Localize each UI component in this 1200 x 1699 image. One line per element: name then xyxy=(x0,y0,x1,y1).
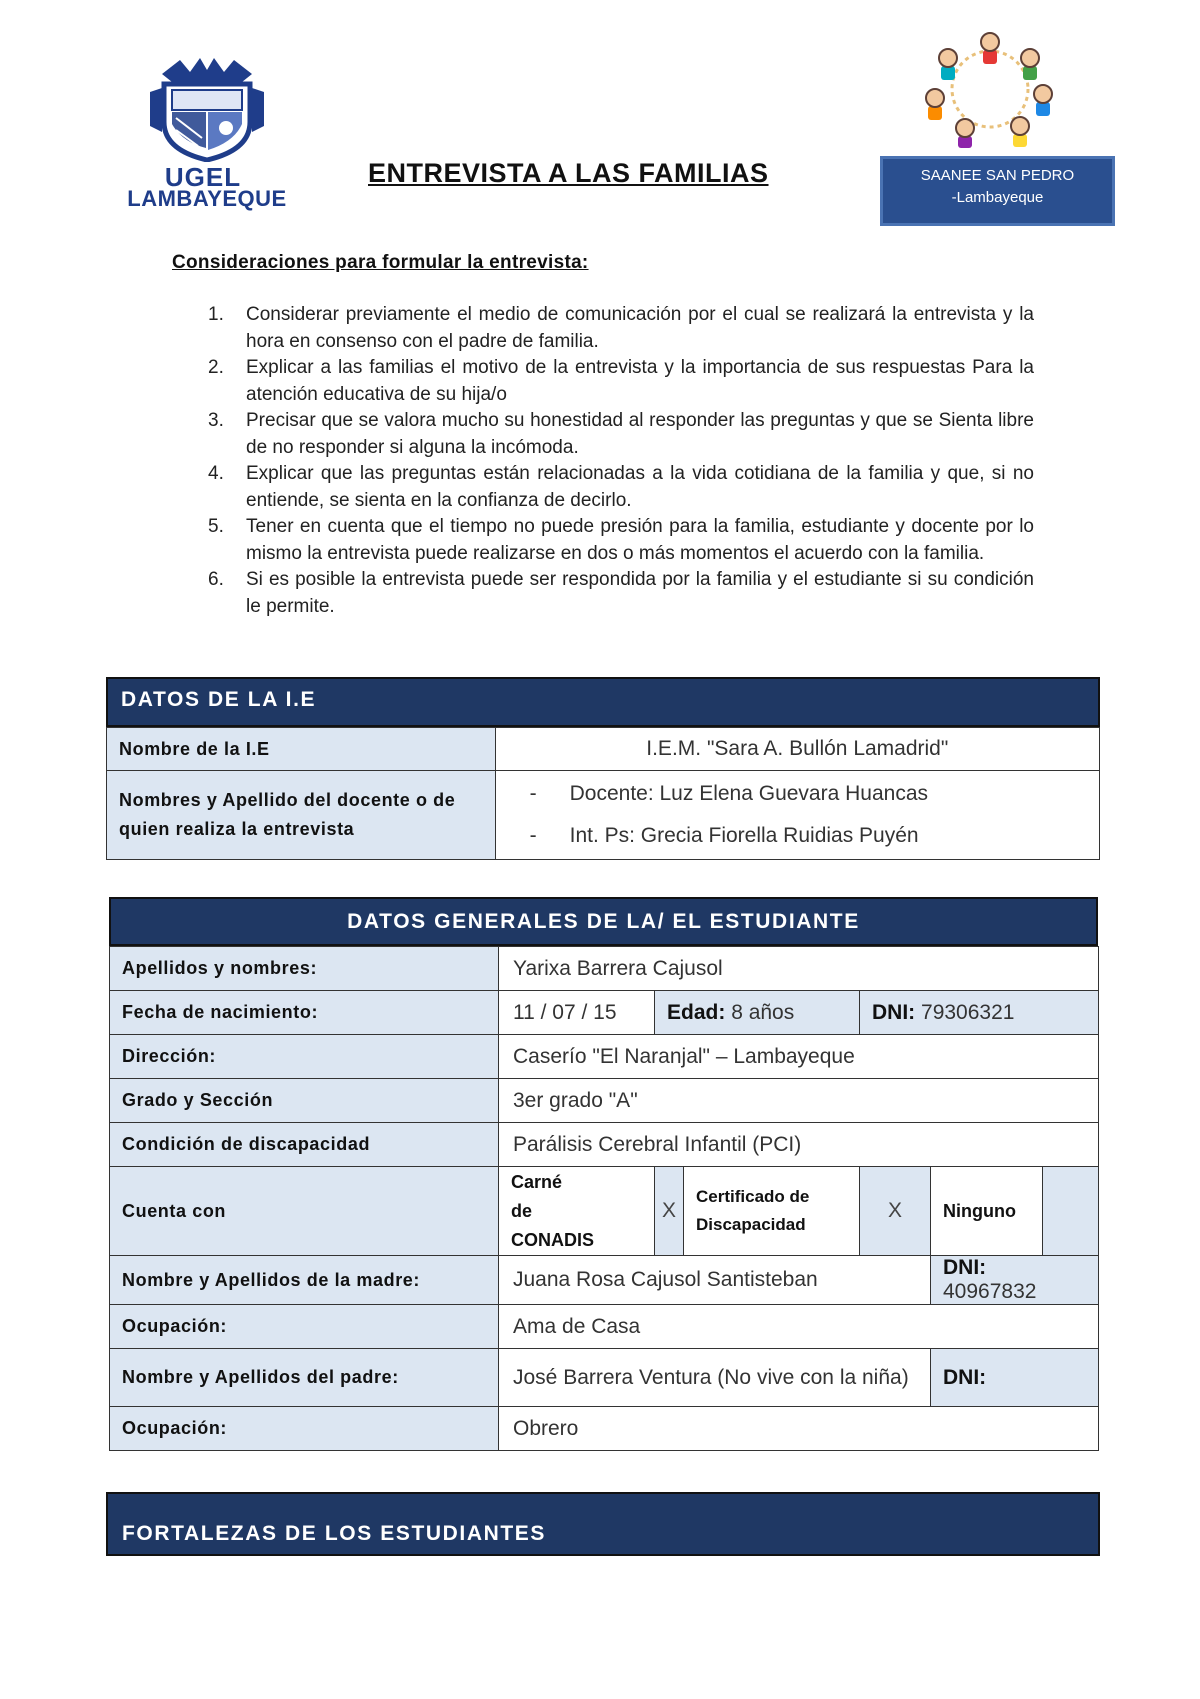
mother-occupation-label: Ocupación: xyxy=(110,1305,499,1349)
list-number: 3. xyxy=(208,410,224,431)
father-name-value: José Barrera Ventura (No vive con la niña) xyxy=(499,1349,931,1407)
children-circle-illustration xyxy=(915,28,1065,150)
logo-text-ugel: UGEL xyxy=(164,162,242,192)
ugel-logo xyxy=(112,52,302,212)
considerations-title: Consideraciones para formular la entrevista: xyxy=(172,252,589,273)
list-text: Si es posible la entrevista puede ser respondida por la familia y el estudiante si su condición le permite. xyxy=(246,569,1034,617)
mother-name-label: Nombre y Apellidos de la madre: xyxy=(110,1256,499,1305)
list-number: 4. xyxy=(208,463,224,484)
certificate-label xyxy=(684,1167,860,1256)
considerations-list xyxy=(200,302,1034,620)
certificate-line1: Certificado de xyxy=(696,1187,810,1206)
staff-psychologist: Int. Ps: Grecia Fiorella Ruidias Puyén xyxy=(569,824,919,847)
table-row xyxy=(107,771,1100,860)
certificate-checkbox[interactable]: X xyxy=(860,1167,931,1256)
father-dni-cell xyxy=(931,1349,1099,1407)
birth-date-value: 11 / 07 / 15 xyxy=(499,991,655,1035)
mother-name-value: Juana Rosa Cajusol Santisteban xyxy=(499,1256,931,1305)
conadis-label xyxy=(499,1167,655,1256)
dni-label: DNI: xyxy=(872,1000,916,1024)
certificate-line2: Discapacidad xyxy=(696,1215,806,1234)
student-name-label: Apellidos y nombres: xyxy=(110,947,499,991)
list-item xyxy=(200,514,1034,567)
list-number: 6. xyxy=(208,569,224,590)
list-text: Considerar previamente el medio de comunicación por el cual se realizará la entrevista y la hora en consenso con el padre de familia. xyxy=(246,304,1034,352)
mother-occupation-value: Ama de Casa xyxy=(499,1305,1099,1349)
table-row xyxy=(110,1407,1099,1451)
father-name-label: Nombre y Apellidos del padre: xyxy=(110,1349,499,1407)
table-row xyxy=(110,1167,1099,1256)
ie-section-title: DATOS DE LA I.E xyxy=(121,688,317,711)
mother-dni-cell xyxy=(931,1256,1099,1305)
saanee-line1: SAANEE SAN PEDRO xyxy=(920,167,1075,184)
document-title: ENTREVISTA A LAS FAMILIAS xyxy=(368,158,769,188)
list-text: Explicar a las familias el motivo de la entrevista y la importancia de sus respuestas Para la atención educativa de su hija/o xyxy=(246,357,1034,405)
father-dni-label: DNI: xyxy=(943,1365,987,1389)
table-row xyxy=(110,1349,1099,1407)
mother-dni-value: 40967832 xyxy=(943,1280,1037,1303)
grade-value: 3er grado "A" xyxy=(499,1079,1099,1123)
student-name-value: Yarixa Barrera Cajusol xyxy=(499,947,1099,991)
age-value: 8 años xyxy=(731,1000,795,1024)
table-row xyxy=(110,1035,1099,1079)
ugel-crest-icon xyxy=(142,52,272,162)
staff-teacher: Docente: Luz Elena Guevara Huancas xyxy=(569,782,928,805)
student-section-header xyxy=(109,897,1098,946)
list-text: Explicar que las preguntas están relacionadas a la vida cotidiana de la familia y que, si no entiende, se sienta en la confianza de decirlo. xyxy=(246,463,1034,511)
table-row xyxy=(107,728,1100,771)
conadis-line2: de xyxy=(511,1200,533,1221)
none-label: Ninguno xyxy=(931,1167,1043,1256)
disability-value: Parálisis Cerebral Infantil (PCI) xyxy=(499,1123,1099,1167)
has-label: Cuenta con xyxy=(110,1167,499,1256)
list-text: Tener en cuenta que el tiempo no puede presión para la familia, estudiante y docente por lo mismo la entrevista puede realizarse en dos o más momentos el acuerdo con la familia. xyxy=(246,516,1034,564)
list-number: 1. xyxy=(208,304,224,325)
logo-text-lambayeque: LAMBAYEQUE xyxy=(127,186,287,211)
dash-bullet: - xyxy=(529,782,537,805)
student-table xyxy=(109,946,1099,1451)
list-item xyxy=(200,567,1034,620)
table-row xyxy=(110,1305,1099,1349)
none-checkbox[interactable] xyxy=(1043,1167,1099,1256)
saanee-badge xyxy=(880,156,1115,226)
list-item xyxy=(200,461,1034,514)
mother-dni-label: DNI: xyxy=(943,1256,987,1279)
dash-bullet: - xyxy=(529,824,537,847)
list-text: Precisar que se valora mucho su honestidad al responder las preguntas y que se Sienta libre de no responder si alguna la incómoda. xyxy=(246,410,1034,458)
saanee-line2: -Lambayeque xyxy=(951,189,1044,206)
table-row xyxy=(110,1079,1099,1123)
conadis-line1: Carné xyxy=(511,1171,563,1192)
ie-staff-label: Nombres y Apellido del docente o de quien realiza la entrevista xyxy=(107,771,496,860)
ie-staff-value xyxy=(495,771,1099,860)
ie-table xyxy=(106,727,1100,860)
birth-date-label: Fecha de nacimiento: xyxy=(110,991,499,1035)
list-item xyxy=(200,302,1034,355)
ie-section-header xyxy=(106,677,1100,727)
list-number: 5. xyxy=(208,516,224,537)
conadis-checkbox[interactable]: X xyxy=(655,1167,684,1256)
disability-label: Condición de discapacidad xyxy=(110,1123,499,1167)
conadis-line3: CONADIS xyxy=(511,1229,595,1250)
dni-cell xyxy=(860,991,1099,1035)
table-row xyxy=(110,947,1099,991)
table-row xyxy=(110,1123,1099,1167)
list-item xyxy=(496,773,1099,815)
list-item xyxy=(200,355,1034,408)
strengths-section-header xyxy=(106,1492,1100,1556)
father-occupation-value: Obrero xyxy=(499,1407,1099,1451)
children-ring-icon xyxy=(915,28,1065,150)
table-row xyxy=(110,991,1099,1035)
student-section-title: DATOS GENERALES DE LA/ EL ESTUDIANTE xyxy=(347,910,860,933)
age-cell xyxy=(655,991,860,1035)
ie-name-value: I.E.M. "Sara A. Bullón Lamadrid" xyxy=(495,728,1099,771)
list-number: 2. xyxy=(208,357,224,378)
grade-label: Grado y Sección xyxy=(110,1079,499,1123)
address-value: Caserío "El Naranjal" – Lambayeque xyxy=(499,1035,1099,1079)
list-item xyxy=(200,408,1034,461)
table-row xyxy=(110,1256,1099,1305)
ie-name-label: Nombre de la I.E xyxy=(107,728,496,771)
address-label: Dirección: xyxy=(110,1035,499,1079)
list-item xyxy=(496,815,1099,857)
father-occupation-label: Ocupación: xyxy=(110,1407,499,1451)
strengths-section-title: FORTALEZAS DE LOS ESTUDIANTES xyxy=(122,1522,547,1545)
dni-value: 79306321 xyxy=(921,1000,1015,1024)
age-label: Edad: xyxy=(667,1000,726,1024)
